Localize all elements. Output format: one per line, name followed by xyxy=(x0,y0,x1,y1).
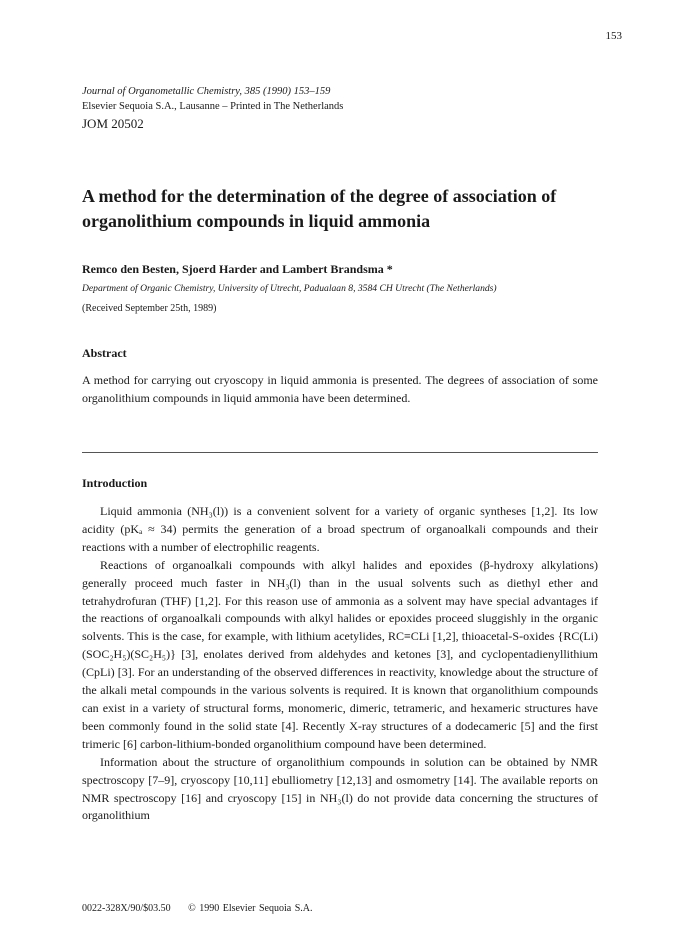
jom-code: JOM 20502 xyxy=(82,116,144,131)
introduction-paragraph-2: Reactions of organoalkali compounds with alkyl halides and epoxides (β-hydroxy alkylations) generally proceed much faster in NH₃(l) than in the usual solvents such as diethyl ether and tetrahydrofuran (THF) [1,2]. For this reason use of ammonia as a solvent may have special advantages if the reactions of organoalkali compounds with alkyl halides or epoxides proceed sluggishly in the organic solvents. This is the case, for example, with lithium acetylides, RC≡CLi [1,2], thioacetal-S-oxides {RC(Li)(SOC₂H₅)(SC₂H₅)} [3], enolates derived from aldehydes and ketones [3], and cyclopentadienyllithium (CpLi) [3]. For an understanding of the observed differences in reactivity, knowledge about the structure of the alkali metal compounds in the various solvents is required. It is known that organolithium compounds can exist in a variety of structural forms, monomeric, dimeric, tetrameric, and hexameric structures have been commonly found in the solid state [4]. Recently X-ray structures of a dodecameric [5] and the first trimeric [6] carbon-lithium-bonded organolithium compound have been determined. xyxy=(82,557,598,751)
abstract-heading: Abstract xyxy=(82,346,127,360)
introduction-paragraph-1: Liquid ammonia (NH₃(l)) is a convenient solvent for a variety of organic syntheses [1,2]. Its low acidity (pKₐ ≈ 34) permits the generation of a broad spectrum of organoalkali compounds and their reactions with a number of electrophilic reagents. xyxy=(82,504,598,554)
affiliation: Department of Organic Chemistry, University of Utrecht, Padualaan 8, 3584 CH Utrecht (The Netherlands) xyxy=(82,283,497,294)
copyright-notice: © 1990 Elsevier Sequoia S.A. xyxy=(188,903,313,914)
introduction-paragraph-3: Information about the structure of organolithium compounds in solution can be obtained by NMR spectroscopy [7–9], cryoscopy [10,11] ebulliometry [12,13] and osmometry [14]. The available reports on NMR spectroscopy [16] and cryoscopy [15] in NH₃(l) do not provide data concerning the structures of organolithium xyxy=(82,754,598,823)
introduction-heading: Introduction xyxy=(82,476,148,490)
abstract-text: A method for carrying out cryoscopy in liquid ammonia is presented. The degrees of association of some organolithium compounds in liquid ammonia have been determined. xyxy=(82,373,598,405)
page-footer xyxy=(82,903,312,914)
authors: Remco den Besten, Sjoerd Harder and Lambert Brandsma * xyxy=(82,262,393,276)
publisher-line: Elsevier Sequoia S.A., Lausanne – Printed in The Netherlands xyxy=(82,101,344,112)
page-number: 153 xyxy=(605,30,622,42)
journal-citation: Journal of Organometallic Chemistry, 385 (1990) 153–159 xyxy=(82,86,331,97)
section-divider xyxy=(82,452,598,453)
article-title: A method for the determination of the degree of association of organolithium compounds in liquid ammonia xyxy=(82,186,557,231)
issn-code: 0022-328X/90/$03.50 xyxy=(82,903,171,914)
introduction-body xyxy=(82,503,598,825)
received-date: (Received September 25th, 1989) xyxy=(82,303,217,314)
journal-header xyxy=(82,84,343,131)
